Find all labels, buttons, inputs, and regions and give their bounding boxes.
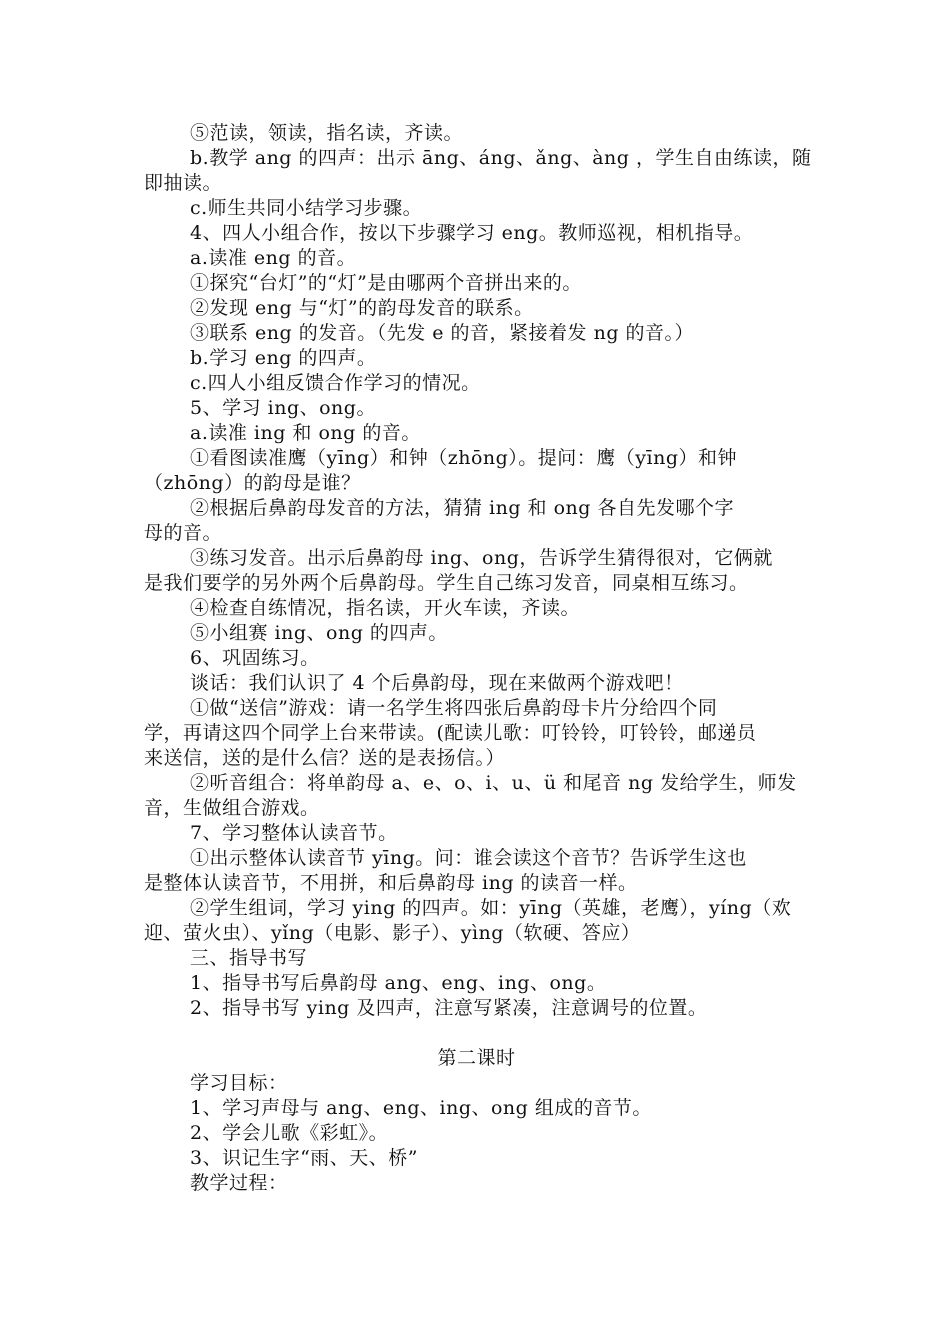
text-line: ③联系 eng 的发音。（先发 e 的音，紧接着发 ng 的音。） (190, 322, 695, 344)
text-line: 三、指导书写 (190, 947, 308, 969)
text-line: 音，生做组合游戏。 (144, 797, 320, 819)
text-line: 学，再请这四个同学上台来带读。(配读儿歌：叮铃铃，叮铃铃，邮递员 (144, 722, 757, 744)
text-line: （zhōng）的韵母是谁？ (144, 472, 361, 494)
text-line: b.教学 ang 的四声：出示 āng、áng、ǎng、àng ，学生自由练读，随 (190, 147, 812, 169)
text-line: c.四人小组反馈合作学习的情况。 (190, 372, 481, 394)
section-title: 第二课时 (437, 1047, 516, 1069)
text-line: 谈话：我们认识了 4 个后鼻韵母，现在来做两个游戏吧！ (190, 672, 684, 694)
text-line: b.学习 eng 的四声。 (190, 347, 377, 369)
text-line: 5、学习 ing、ong。 (190, 397, 376, 419)
text-line: a.读准 ing 和 ong 的音。 (190, 422, 421, 444)
text-line: 来送信，送的是什么信？送的是表扬信。） (144, 747, 506, 769)
text-line: ①看图读准鹰（yīng）和钟（zhōng）。提问：鹰（yīng）和钟 (190, 447, 738, 469)
text-line: ①出示整体认读音节 yīng。问：谁会读这个音节？告诉学生这也 (190, 847, 747, 869)
text-line: 学习目标： (190, 1072, 288, 1094)
text-line: 是整体认读音节，不用拼，和后鼻韵母 ing 的读音一样。 (144, 872, 638, 894)
text-line: c.师生共同小结学习步骤。 (190, 197, 423, 219)
text-line: 3、识记生字“雨、天、桥” (190, 1147, 419, 1169)
text-line: ②学生组词，学习 ying 的四声。如：yīng（英雄，老鹰），yíng（欢 (190, 897, 792, 919)
text-line: 1、指导书写后鼻韵母 ang、eng、ing、ong。 (190, 972, 607, 994)
text-line: 是我们要学的另外两个后鼻韵母。学生自己练习发音，同桌相互练习。 (144, 572, 749, 594)
text-line: ④检查自练情况，指名读，开火车读，齐读。 (190, 597, 581, 619)
text-line: ②发现 eng 与“灯”的韵母发音的联系。 (190, 297, 534, 319)
text-line: 教学过程： (190, 1172, 288, 1194)
text-line: 4、四人小组合作，按以下步骤学习 eng。教师巡视，相机指导。 (190, 222, 754, 244)
text-line: ②根据后鼻韵母发音的方法，猜猜 ing 和 ong 各自先发哪个字 (190, 497, 734, 519)
text-line: 2、指导书写 ying 及四声，注意写紧凑，注意调号的位置。 (190, 997, 708, 1019)
text-line: 2、学会儿歌《彩虹》。 (190, 1122, 389, 1144)
text-line: ⑤范读，领读，指名读，齐读。 (190, 122, 464, 144)
second-lesson-block (144, 1071, 809, 1196)
text-line: 母的音。 (144, 522, 223, 544)
text-line: a.读准 eng 的音。 (190, 247, 357, 269)
document-body (144, 121, 812, 1196)
text-line: ①做“送信”游戏：请一名学生将四张后鼻韵母卡片分给四个同 (190, 697, 718, 719)
text-line: ①探究“台灯”的“灯”是由哪两个音拼出来的。 (190, 272, 582, 294)
text-line: ②听音组合：将单韵母 a、e、o、i、u、ü 和尾音 ng 发给学生，师发 (190, 772, 797, 794)
text-line: 迎、萤火虫）、yǐng（电影、影子）、yìng（软硬、答应） (144, 922, 641, 944)
text-line: 7、学习整体认读音节。 (190, 822, 398, 844)
paragraph-spacer (144, 1021, 809, 1046)
text-line: ③练习发音。出示后鼻韵母 ing、ong，告诉学生猜得很对，它俩就 (190, 547, 773, 569)
lesson-steps-block (144, 121, 812, 1021)
text-line: 即抽读。 (144, 172, 223, 194)
text-line: 1、学习声母与 ang、eng、ing、ong 组成的音节。 (190, 1097, 652, 1119)
text-line: 6、巩固练习。 (190, 647, 320, 669)
text-line: ⑤小组赛 ing、ong 的四声。 (190, 622, 448, 644)
